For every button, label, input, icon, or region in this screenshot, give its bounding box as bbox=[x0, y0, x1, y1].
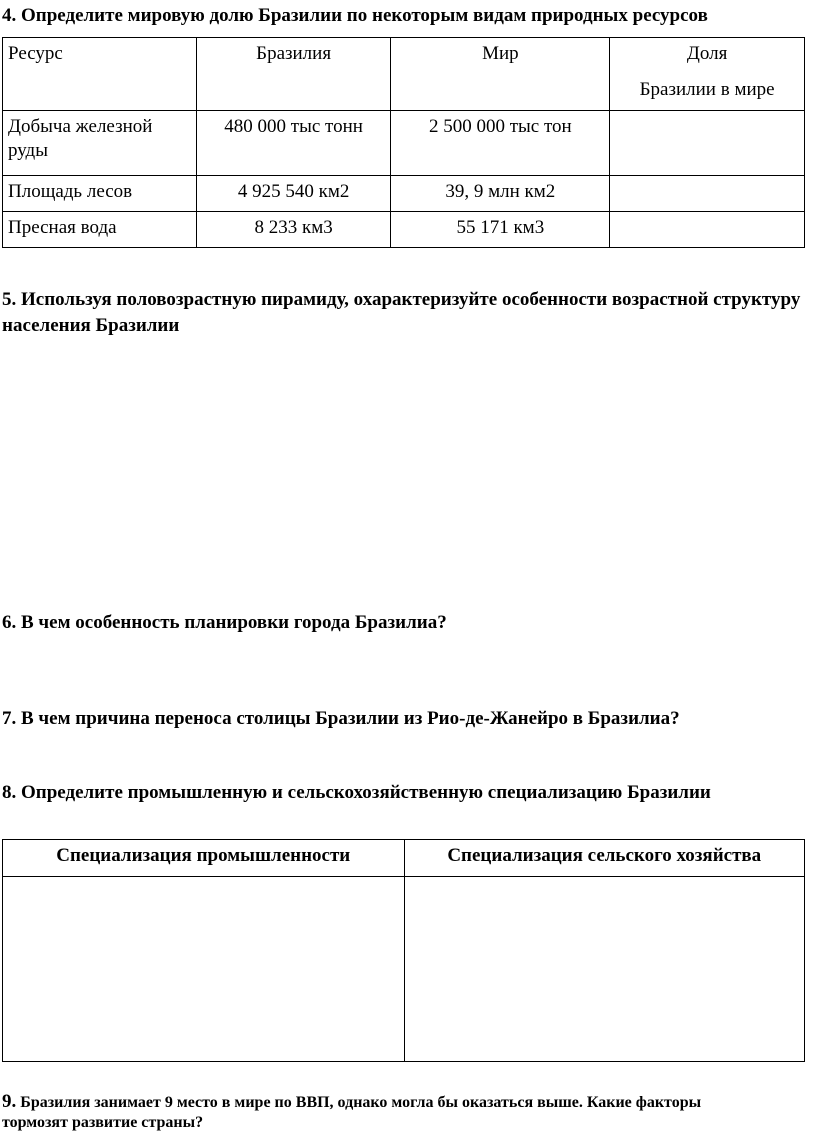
table-header-row bbox=[3, 840, 805, 877]
question-4-title: 4. Определите мировую долю Бразилии по некоторым видам природных ресурсов bbox=[2, 5, 708, 26]
cell-world: 39, 9 млн км2 bbox=[391, 176, 610, 212]
header-industry-specialization: Специализация промышленности bbox=[3, 840, 405, 877]
agriculture-answer-cell[interactable] bbox=[404, 877, 804, 1062]
header-share bbox=[610, 38, 805, 111]
cell-share-answer[interactable] bbox=[610, 176, 805, 212]
specialization-table bbox=[2, 839, 805, 1062]
question-6-title: 6. В чем особенность планировки города Бразилиа? bbox=[2, 612, 447, 633]
question-5-title: 5. Используя половозрастную пирамиду, охарактеризуйте особенности возрастной структуру населения Бразилии bbox=[2, 289, 801, 336]
industry-answer-cell[interactable] bbox=[3, 877, 405, 1062]
cell-resource: Площадь лесов bbox=[3, 176, 197, 212]
resources-table bbox=[2, 37, 805, 248]
cell-resource: Пресная вода bbox=[3, 212, 197, 248]
table-row bbox=[3, 877, 805, 1062]
cell-brazil: 480 000 тыс тонн bbox=[196, 111, 391, 176]
question-9-number: 9. bbox=[2, 1091, 17, 1112]
cell-resource: Добыча железной руды bbox=[3, 111, 197, 176]
table-row bbox=[3, 176, 805, 212]
cell-brazil: 8 233 км3 bbox=[196, 212, 391, 248]
cell-world: 2 500 000 тыс тон bbox=[391, 111, 610, 176]
header-share-line2: Бразилии в мире bbox=[639, 79, 775, 100]
table-row bbox=[3, 212, 805, 248]
question-7-title: 7. В чем причина переноса столицы Бразилии из Рио-де-Жанейро в Бразилиа? bbox=[2, 708, 680, 729]
question-8-title: 8. Определите промышленную и сельскохозяйственную специализацию Бразилии bbox=[2, 782, 711, 803]
header-brazil: Бразилия bbox=[196, 38, 391, 111]
header-resource: Ресурс bbox=[3, 38, 197, 111]
header-agriculture-specialization: Специализация сельского хозяйства bbox=[404, 840, 804, 877]
header-share-line1: Доля bbox=[686, 43, 728, 64]
cell-world: 55 171 км3 bbox=[391, 212, 610, 248]
table-header-row bbox=[3, 38, 805, 111]
header-world: Мир bbox=[391, 38, 610, 111]
cell-brazil: 4 925 540 км2 bbox=[196, 176, 391, 212]
question-9-text: Бразилия занимает 9 место в мире по ВВП, однако могла бы оказаться выше. Какие факторы тормозят развитие страны? bbox=[2, 1094, 702, 1131]
cell-share-answer[interactable] bbox=[610, 111, 805, 176]
question-9 bbox=[2, 1092, 762, 1133]
cell-share-answer[interactable] bbox=[610, 212, 805, 248]
table-row bbox=[3, 111, 805, 176]
